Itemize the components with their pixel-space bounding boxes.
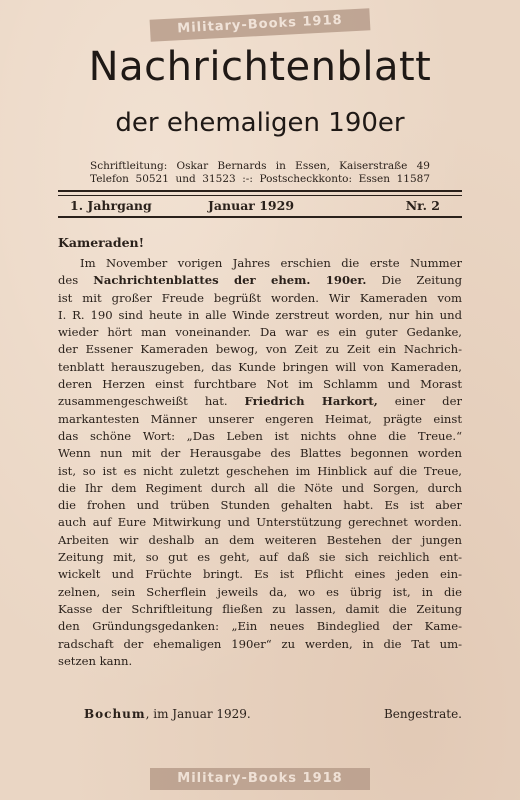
article-line-text: ist mit großer Freude begrüßt worden. Wir Kameraden vom — [58, 290, 462, 305]
article-line-text: Kasse der Schriftleitung fließen zu lassen, damit die Zeitung — [58, 601, 462, 616]
article-line — [58, 445, 462, 462]
rule-top — [58, 190, 462, 192]
issue-date: Januar 1929 — [208, 198, 295, 213]
article-line-text: Im November vorigen Jahres erschien die erste Nummer — [80, 256, 462, 270]
article-line — [58, 532, 462, 549]
article-line-text: ist, so ist es nicht zuletzt geschehen im Hinblick auf die Treue, — [58, 463, 462, 478]
article-line — [58, 618, 462, 635]
article-line-text: Zeitung mit, so gut es geht, auf daß sie sich reichlich ent- — [58, 550, 462, 565]
article-line-text: radschaft der ehemaligen 190er“ zu werden, in die Tat um- — [58, 636, 462, 651]
article-line-text: setzen kann. — [58, 653, 133, 668]
article-line — [58, 324, 462, 341]
article-line-text: markantesten Männer unserer engeren Heimat, prägte einst — [58, 411, 462, 426]
watermark-bottom: Military-Books 1918 — [150, 768, 370, 790]
article-line-bold: Friedrich Harkort, — [244, 394, 378, 409]
rule-top-thin — [58, 195, 462, 196]
article-line — [58, 376, 462, 393]
article-line — [58, 636, 462, 653]
article-line-text: die frohen und trüben Stunden gehalten habt. Es ist aber — [58, 498, 462, 513]
article-line-text: wieder hört man voneinander. Da war es ein guter Gedanke, — [58, 325, 462, 340]
article-line-text: Wenn nun mit der Herausgabe des Blattes begonnen worden — [58, 446, 462, 461]
article-line — [58, 307, 462, 324]
article-line-text: zelnen, sein Scherflein jeweils da, wo es übrig ist, in die — [58, 584, 462, 599]
issue-jahrgang: 1. Jahrgang — [70, 198, 152, 213]
article-line-text: des — [58, 273, 94, 288]
article-line-text: das schöne Wort: „Das Leben ist nichts ohne die Treue.“ — [58, 428, 462, 443]
article-line-text: tenblatt herauszugeben, das Kunde bringen will von Kameraden, — [58, 359, 462, 374]
article-line — [58, 514, 462, 531]
article-line — [58, 393, 462, 410]
article-line — [58, 601, 462, 618]
article-date: , im Januar 1929. — [145, 707, 251, 721]
article-line-text: den Gründungsgedanken: „Ein neues Bindeglied der Kame- — [58, 619, 462, 634]
article-line — [58, 272, 462, 289]
article-line-text: Die Zeitung — [366, 273, 462, 288]
article-line — [58, 653, 462, 670]
issue-number: Nr. 2 — [405, 198, 440, 213]
watermark-top: Military-Books 1918 — [150, 8, 371, 41]
article-line — [58, 290, 462, 307]
article-line — [58, 359, 462, 376]
article-place-date — [84, 707, 251, 721]
article-line — [58, 411, 462, 428]
article-line-text: der Essener Kameraden bewog, von Zeit zu Zeit ein Nachrich- — [58, 342, 462, 357]
article-line — [58, 497, 462, 514]
article-place: Bochum — [84, 707, 146, 721]
article-line — [58, 255, 462, 272]
issue-info — [70, 198, 440, 214]
article-line-text: deren Herzen einst furchtbare Not im Schlamm und Morast — [58, 377, 462, 392]
article-line-bold: Nachrichtenblattes der ehem. 190er. — [93, 273, 367, 288]
article-line — [58, 566, 462, 583]
article-greeting: Kameraden! — [58, 235, 145, 250]
editorial-line-2: Telefon 50521 und 31523 :-: Postscheckkonto: Essen 11587 — [90, 173, 430, 185]
article-line — [58, 549, 462, 566]
article-line — [58, 480, 462, 497]
article-line-text: einer der — [377, 394, 462, 409]
article-line-text: I. R. 190 sind heute in alle Winde zerstreut worden, nur hin und — [58, 307, 462, 322]
article-body — [58, 255, 462, 670]
article-line-text: die Ihr dem Regiment durch all die Nöte und Sorgen, durch — [58, 480, 462, 495]
rule-bottom — [58, 216, 462, 218]
masthead-title: Nachrichtenblatt — [88, 44, 432, 90]
article-author: Bengestrate. — [383, 707, 462, 721]
editorial-line-1: Schriftleitung: Oskar Bernards in Essen, Kaiserstraße 49 — [90, 160, 430, 172]
masthead-subtitle: der ehemaligen 190er — [115, 108, 405, 138]
article-line-text: zusammengeschweißt hat. — [58, 394, 245, 409]
article-line-text: auch auf Eure Mitwirkung und Unterstützung gerechnet worden. — [58, 515, 462, 530]
article-line — [58, 463, 462, 480]
article-line-text: Arbeiten wir deshalb an dem weiteren Bestehen der jungen — [58, 532, 462, 547]
article-line — [58, 341, 462, 358]
article-line — [58, 584, 462, 601]
article-line — [58, 428, 462, 445]
article-line-text: wickelt und Früchte bringt. Es ist Pflicht eines jeden ein- — [58, 567, 462, 582]
